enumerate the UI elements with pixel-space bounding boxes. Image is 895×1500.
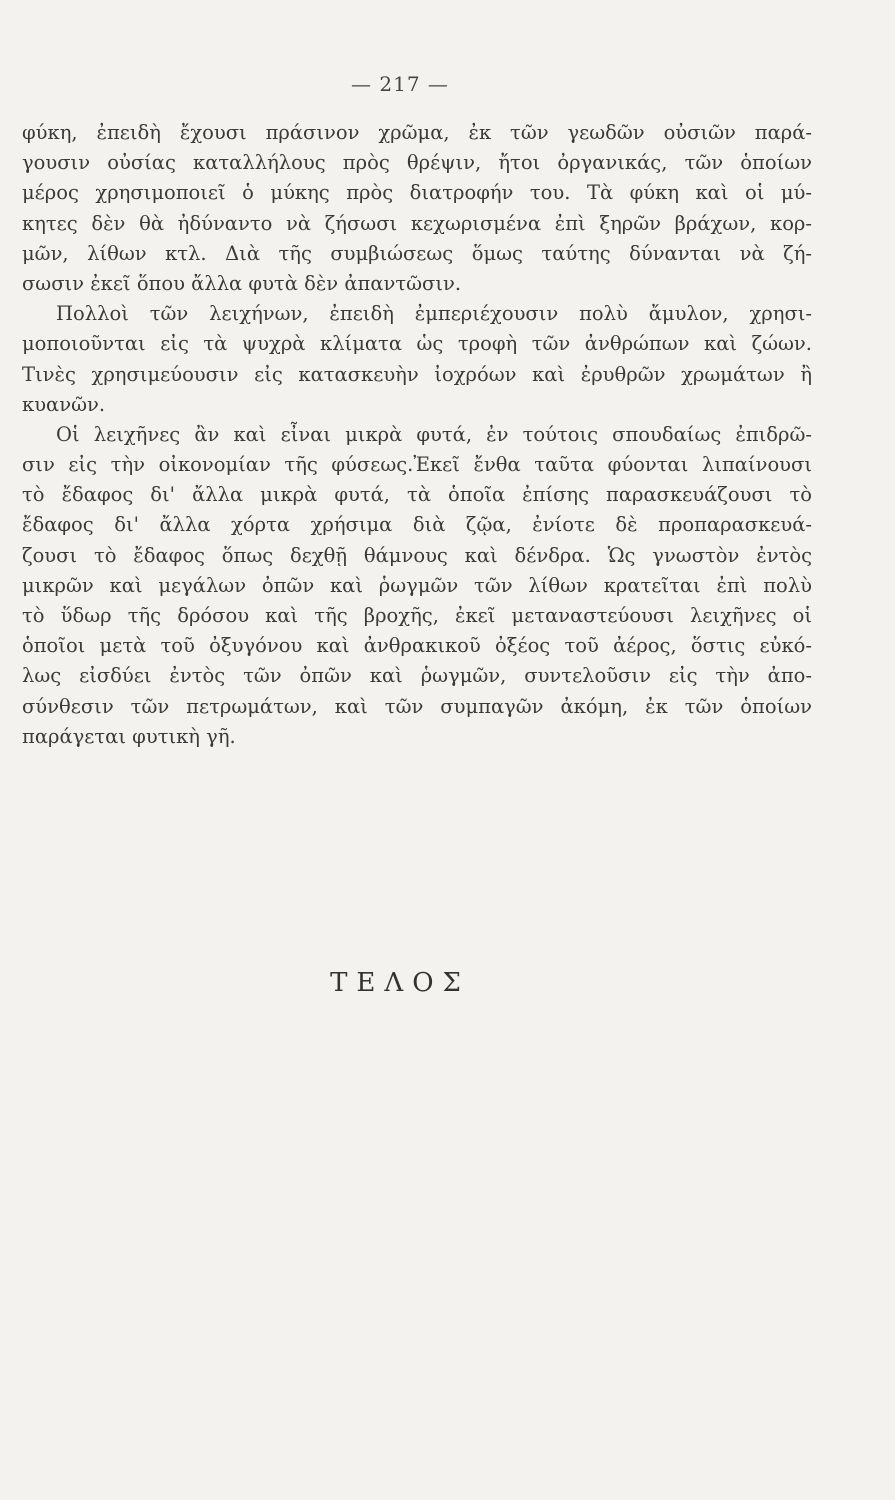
- text-line: παράγεται φυτικὴ γῆ.: [22, 724, 236, 748]
- text-line: Τινὲς χρησιμεύουσιν εἰς κατασκευὴν ἰοχρόων καὶ ἐρυθρῶν χρωμάτων ἢ: [22, 362, 812, 386]
- text-line: ὁποῖοι μετὰ τοῦ ὀξυγόνου καὶ ἀνθρακικοῦ ὀξέος τοῦ ἀέρος, ὅστις εὐκό-: [22, 634, 812, 658]
- page-number: — 217 —: [351, 72, 449, 96]
- end-word: ΤΕΛΟΣ: [330, 968, 470, 998]
- text-line: κυανῶν.: [22, 392, 106, 416]
- text-line: σωσιν ἐκεῖ ὅπου ἄλλα φυτὰ δὲν ἀπαντῶσιν.: [22, 271, 462, 295]
- text-line: σιν εἰς τὴν οἰκονομίαν τῆς φύσεως.Ἐκεῖ ἔνθα ταῦτα φύονται λιπαίνουσι: [22, 453, 812, 477]
- text-line: μικρῶν καὶ μεγάλων ὀπῶν καὶ ῥωγμῶν τῶν λίθων κρατεῖται ἐπὶ πολὺ: [22, 573, 812, 597]
- paragraph: [22, 299, 812, 420]
- text-line: μοποιοῦνται εἰς τὰ ψυχρὰ κλίματα ὡς τροφὴ τῶν ἀνθρώπων καὶ ζώων.: [22, 332, 812, 356]
- paragraph: [22, 420, 812, 752]
- text-line: κητες δὲν θὰ ἠδύναντο νὰ ζήσωσι κεχωρισμένα ἐπὶ ξηρῶν βράχων, κορ-: [22, 211, 812, 235]
- text-line: λως εἰσδύει ἐντὸς τῶν ὀπῶν καὶ ῥωγμῶν, συντελοῦσιν εἰς τὴν ἀπο-: [22, 664, 812, 688]
- text-line: σύνθεσιν τῶν πετρωμάτων, καὶ τῶν συμπαγῶν ἀκόμη, ἐκ τῶν ὁποίων: [22, 694, 812, 718]
- text-line: Πολλοὶ τῶν λειχήνων, ἐπειδὴ ἐμπεριέχουσιν πολὺ ἄμυλον, χρησι-: [56, 302, 812, 326]
- text-line: τὸ ἔδαφος δι' ἄλλα μικρὰ φυτά, τὰ ὁποῖα ἐπίσης παρασκευάζουσι τὸ: [22, 483, 812, 507]
- text-line: φύκη, ἐπειδὴ ἔχουσι πράσινον χρῶμα, ἐκ τῶν γεωδῶν οὐσιῶν παρά-: [22, 121, 812, 144]
- text-line: ἔδαφος δι' ἄλλα χόρτα χρήσιμα διὰ ζῷα, ἐνίοτε δὲ προπαρασκευά-: [22, 513, 812, 537]
- text-line: τὸ ὕδωρ τῆς δρόσου καὶ τῆς βροχῆς, ἐκεῖ μεταναστεύουσι λειχῆνες οἱ: [22, 604, 812, 627]
- text-line: μέρος χρησιμοποιεῖ ὁ μύκης πρὸς διατροφήν του. Τὰ φύκη καὶ οἱ μύ-: [22, 181, 812, 205]
- text-line: γουσιν οὐσίας καταλλήλους πρὸς θρέψιν, ἤτοι ὀργανικάς, τῶν ὁποίων: [22, 151, 812, 175]
- paragraph: [22, 118, 812, 299]
- text-line: ζουσι τὸ ἔδαφος ὅπως δεχθῇ θάμνους καὶ δένδρα. Ὡς γνωστὸν ἐντὸς: [22, 543, 812, 567]
- text-line: μῶν, λίθων κτλ. Διὰ τῆς συμβιώσεως ὅμως ταύτης δύνανται νὰ ζή-: [22, 241, 812, 265]
- body-text: [22, 118, 812, 752]
- text-line: Οἱ λειχῆνες ἂν καὶ εἶναι μικρὰ φυτά, ἐν τούτοις σπουδαίως ἐπιδρῶ-: [56, 422, 812, 446]
